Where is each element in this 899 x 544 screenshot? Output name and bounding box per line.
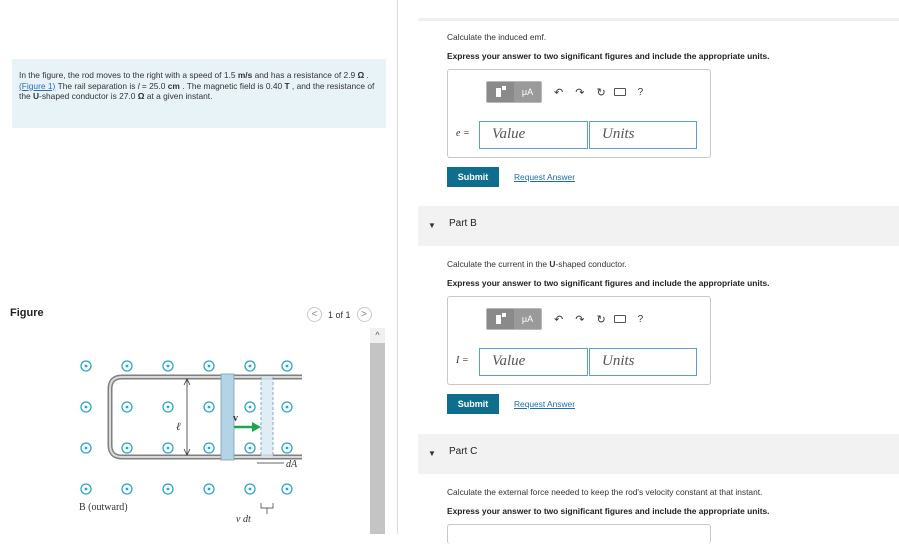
reset-icon[interactable]: ↻ bbox=[596, 313, 606, 326]
field-dot-center bbox=[286, 406, 289, 409]
keyboard-icon[interactable] bbox=[614, 88, 626, 96]
field-dot-center bbox=[85, 447, 88, 450]
field-dot-center bbox=[167, 488, 170, 491]
keyboard-icon[interactable] bbox=[614, 315, 626, 323]
undo-icon[interactable]: ↶ bbox=[554, 86, 564, 99]
partB-answer-box bbox=[447, 296, 711, 385]
partC-instruction: Calculate the external force needed to keep the rod's velocity constant at that instant. bbox=[447, 487, 763, 497]
label-B: B (outward) bbox=[79, 502, 128, 513]
units-button[interactable]: μA bbox=[514, 309, 541, 329]
partB-express: Express your answer to two significant figures and include the appropriate units. bbox=[447, 278, 770, 288]
field-dot-center bbox=[85, 365, 88, 368]
label-dA: dA bbox=[286, 459, 298, 470]
problem-statement: In the figure, the rod moves to the right with a speed of 1.5 m/s and has a resistance of 2.9 Ω .(Figure 1) The rail separation is l = 25.0 cm . The magnetic field is 0.40 T , and the resistance of the U-shaped conductor is 27.0 Ω at a given instant. bbox=[12, 59, 386, 128]
field-dot-center bbox=[85, 406, 88, 409]
partB-instruction: Calculate the current in the U-shaped conductor. bbox=[447, 259, 627, 269]
collapse-icon: ▼ bbox=[428, 221, 436, 230]
rod-rail-figure bbox=[70, 350, 310, 534]
partC-header[interactable]: ▼ Part C bbox=[418, 434, 899, 474]
field-dot-center bbox=[126, 406, 129, 409]
panel-divider[interactable] bbox=[397, 0, 398, 534]
top-rule bbox=[418, 18, 899, 21]
partB-header[interactable]: ▼ Part B bbox=[418, 206, 899, 246]
pager-text: 1 of 1 bbox=[328, 309, 351, 320]
templates-button[interactable] bbox=[487, 82, 514, 102]
figure-link[interactable]: (Figure 1) bbox=[19, 80, 56, 91]
partA-instruction: Calculate the induced emf. bbox=[447, 32, 547, 42]
field-dot-center bbox=[208, 447, 211, 450]
redo-icon[interactable]: ↷ bbox=[575, 313, 585, 326]
figure-pager bbox=[307, 307, 372, 322]
emf-value-input[interactable]: Value bbox=[479, 121, 588, 149]
figure-title: Figure bbox=[10, 307, 44, 319]
emf-symbol: e = bbox=[456, 128, 470, 139]
partA-toolbar bbox=[486, 81, 643, 103]
field-dot-center bbox=[286, 447, 289, 450]
velocity-arrow bbox=[252, 422, 261, 432]
field-dot-center bbox=[286, 365, 289, 368]
prev-figure-button[interactable]: < bbox=[307, 307, 322, 322]
undo-icon[interactable]: ↶ bbox=[554, 313, 564, 326]
field-dot-center bbox=[249, 365, 252, 368]
current-value-input[interactable]: Value bbox=[479, 348, 588, 376]
reset-icon[interactable]: ↻ bbox=[596, 86, 606, 99]
partB-request-answer-link[interactable]: Request Answer bbox=[514, 399, 575, 409]
partB-submit-button[interactable]: Submit bbox=[447, 394, 499, 414]
current-symbol: I = bbox=[456, 355, 469, 366]
partC-answer-box bbox=[447, 524, 711, 544]
partA-express: Express your answer to two significant figures and include the appropriate units. bbox=[447, 51, 770, 61]
field-dot-center bbox=[167, 447, 170, 450]
templates-button[interactable] bbox=[487, 309, 514, 329]
field-dot-center bbox=[208, 365, 211, 368]
field-dot-center bbox=[249, 488, 252, 491]
emf-units-input[interactable]: Units bbox=[589, 121, 697, 149]
field-dot-center bbox=[126, 488, 129, 491]
label-v: v bbox=[233, 413, 238, 424]
collapse-icon: ▼ bbox=[428, 449, 436, 458]
field-dot-center bbox=[167, 406, 170, 409]
partC-express: Express your answer to two significant figures and include the appropriate units. bbox=[447, 506, 770, 516]
partA-request-answer-link[interactable]: Request Answer bbox=[514, 172, 575, 182]
left-panel bbox=[0, 0, 397, 534]
scroll-up-button[interactable]: ^ bbox=[370, 328, 385, 343]
next-figure-button[interactable]: > bbox=[357, 307, 372, 322]
current-units-input[interactable]: Units bbox=[589, 348, 697, 376]
redo-icon[interactable]: ↷ bbox=[575, 86, 585, 99]
label-vdt: v dt bbox=[236, 514, 251, 525]
field-dot-center bbox=[126, 447, 129, 450]
partA-submit-button[interactable]: Submit bbox=[447, 167, 499, 187]
field-dot-center bbox=[286, 488, 289, 491]
field-dot-center bbox=[126, 365, 129, 368]
help-icon[interactable]: ? bbox=[637, 86, 644, 98]
label-l: ℓ bbox=[176, 421, 181, 433]
figure-scrollbar[interactable] bbox=[370, 328, 385, 534]
field-dot-center bbox=[85, 488, 88, 491]
field-dot-center bbox=[249, 447, 252, 450]
area-element bbox=[261, 377, 273, 457]
field-dot-center bbox=[167, 365, 170, 368]
units-button[interactable]: μA bbox=[514, 82, 541, 102]
field-dot-center bbox=[249, 406, 252, 409]
partA-answer-box bbox=[447, 69, 711, 158]
help-icon[interactable]: ? bbox=[637, 313, 644, 325]
field-dot-center bbox=[208, 488, 211, 491]
partB-toolbar bbox=[486, 308, 643, 330]
field-dot-center bbox=[208, 406, 211, 409]
